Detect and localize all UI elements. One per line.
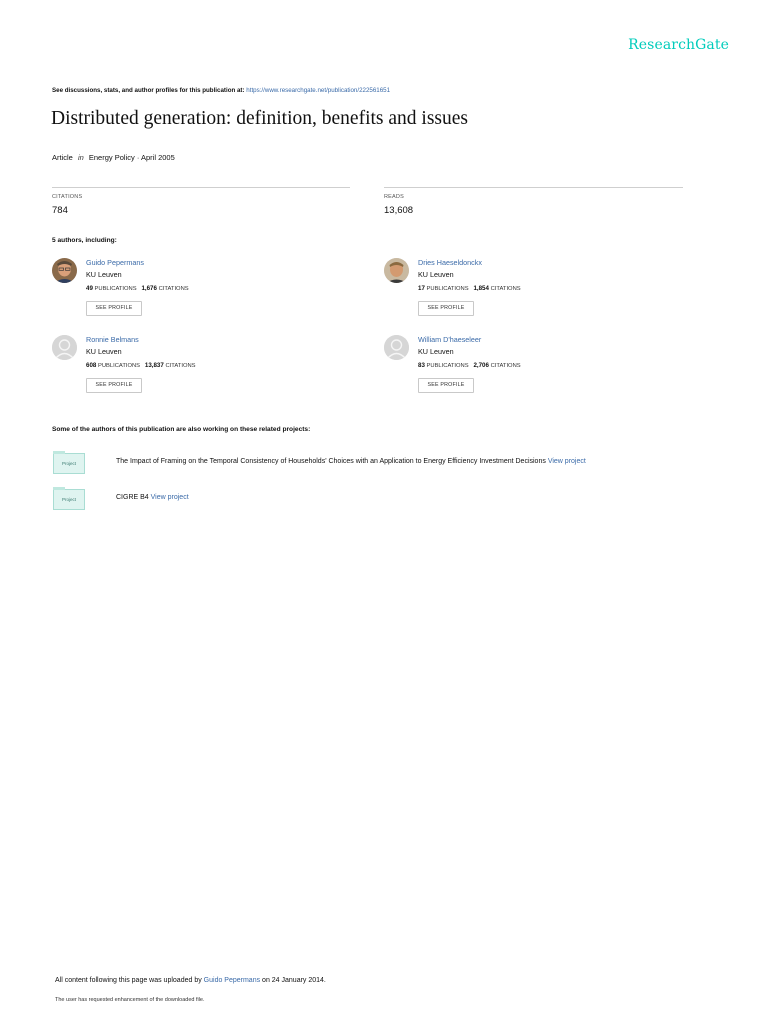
authors-heading: 5 authors, including: bbox=[52, 237, 117, 244]
project-title: CIGRE B4 bbox=[116, 494, 149, 501]
upload-prefix: All content following this page was uploaded by bbox=[55, 977, 202, 984]
project-item bbox=[116, 494, 189, 501]
article-type: Article bbox=[52, 153, 73, 162]
citations-divider bbox=[52, 187, 350, 188]
author-institution: KU Leuven bbox=[86, 347, 122, 356]
see-profile-button[interactable]: SEE PROFILE bbox=[86, 301, 142, 316]
publication-count: 49 bbox=[86, 285, 93, 292]
author-institution: KU Leuven bbox=[418, 347, 454, 356]
projects-heading: Some of the authors of this publication are also working on these related projects: bbox=[52, 426, 311, 433]
author-photo-avatar[interactable] bbox=[384, 258, 409, 283]
discussion-line bbox=[52, 87, 390, 94]
publication-meta bbox=[52, 153, 175, 162]
enhancement-note: The user has requested enhancement of the downloaded file. bbox=[55, 997, 205, 1003]
reads-label: READS bbox=[384, 194, 404, 200]
citations-value: 784 bbox=[52, 205, 68, 216]
see-profile-button[interactable]: SEE PROFILE bbox=[418, 301, 474, 316]
upload-date: on 24 January 2014. bbox=[262, 977, 326, 984]
see-profile-button[interactable]: SEE PROFILE bbox=[418, 378, 474, 393]
author-institution: KU Leuven bbox=[86, 270, 122, 279]
publications-label: PUBLICATIONS bbox=[94, 286, 137, 292]
author-name-link[interactable]: William D'haeseleer bbox=[418, 335, 482, 344]
citations-label: CITATIONS bbox=[490, 286, 521, 292]
publication-url-link[interactable]: https://www.researchgate.net/publication/222561651 bbox=[246, 87, 391, 94]
publication-date: · April 2005 bbox=[136, 153, 175, 162]
upload-notice bbox=[55, 977, 326, 984]
citations-label: CITATIONS bbox=[490, 363, 521, 369]
author-institution: KU Leuven bbox=[418, 270, 454, 279]
author-name-link[interactable]: Guido Pepermans bbox=[86, 258, 144, 267]
author-card bbox=[384, 258, 644, 318]
author-name-link[interactable]: Ronnie Belmans bbox=[86, 335, 139, 344]
citations-label: CITATIONS bbox=[165, 363, 196, 369]
default-user-avatar[interactable] bbox=[384, 335, 409, 360]
reads-value: 13,608 bbox=[384, 205, 414, 216]
project-item bbox=[116, 458, 586, 465]
page-title: Distributed generation: definition, benefits and issues bbox=[51, 108, 468, 129]
discussion-prefix: See discussions, stats, and author profiles for this publication at: bbox=[52, 87, 245, 94]
in-label: in bbox=[77, 153, 84, 162]
author-stats bbox=[418, 362, 521, 369]
author-stats bbox=[86, 362, 196, 369]
author-name-link[interactable]: Dries Haeseldonckx bbox=[418, 258, 482, 267]
project-thumbnail-icon[interactable]: Project bbox=[53, 489, 85, 510]
citation-count: 13,837 bbox=[144, 362, 164, 369]
project-title: The Impact of Framing on the Temporal Consistency of Households' Choices with an Application to Energy Efficiency Investment Decisions bbox=[116, 458, 546, 465]
citations-label: CITATIONS bbox=[52, 194, 83, 200]
citation-count: 1,854 bbox=[473, 285, 489, 292]
publication-count: 83 bbox=[418, 362, 425, 369]
reads-divider bbox=[384, 187, 683, 188]
author-stats bbox=[418, 285, 521, 292]
researchgate-logo[interactable]: ResearchGate bbox=[628, 37, 729, 53]
view-project-link[interactable]: View project bbox=[547, 458, 586, 465]
project-thumbnail-icon[interactable]: Project bbox=[53, 453, 85, 474]
author-card bbox=[384, 335, 644, 395]
publications-label: PUBLICATIONS bbox=[97, 363, 141, 369]
publications-label: PUBLICATIONS bbox=[426, 363, 469, 369]
publication-count: 608 bbox=[86, 362, 97, 369]
publications-label: PUBLICATIONS bbox=[426, 286, 469, 292]
see-profile-button[interactable]: SEE PROFILE bbox=[86, 378, 142, 393]
default-user-avatar[interactable] bbox=[52, 335, 77, 360]
citations-label: CITATIONS bbox=[158, 286, 189, 292]
author-stats bbox=[86, 285, 189, 292]
author-photo-avatar[interactable] bbox=[52, 258, 77, 283]
author-card bbox=[52, 258, 312, 318]
uploader-link[interactable]: Guido Pepermans bbox=[203, 977, 261, 984]
publication-count: 17 bbox=[418, 285, 425, 292]
citation-count: 2,706 bbox=[473, 362, 489, 369]
author-card bbox=[52, 335, 312, 395]
view-project-link[interactable]: View project bbox=[150, 494, 189, 501]
journal-name: Energy Policy bbox=[88, 153, 135, 162]
citation-count: 1,676 bbox=[141, 285, 157, 292]
